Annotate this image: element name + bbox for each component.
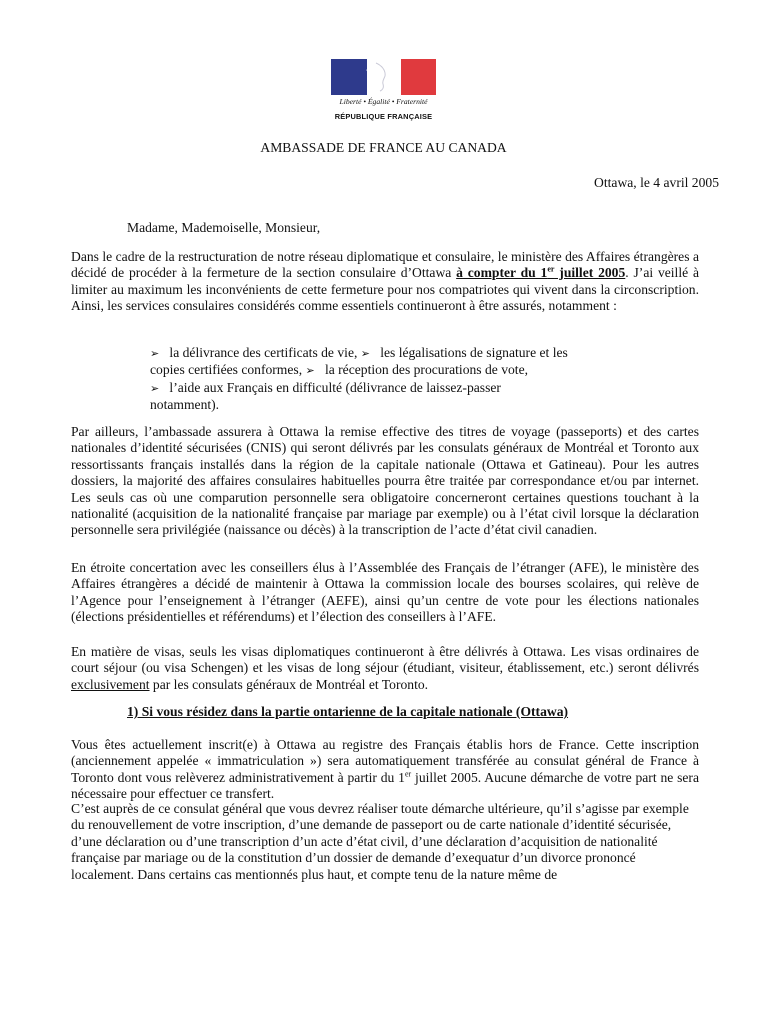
marianne-flag-icon [331,59,436,95]
paragraph-consulate: C’est auprès de ce consulat général que vous devrez réaliser toute démarche ultérieure, qu’il s’agisse par exemple du renouvellement de votre inscription, d’une demande de passeport ou de carte nationale d’identité sécurisée, d’une déclaration ou d’une transcription d’un acte d’état civil, d’une déclaration d’acquisition de nationalité française par mariage ou de la constitution d’un dossier de demande d’exequatur d’un divorce prononcé localement. Dans certains cas mentionnés plus haut, et compte tenu de la nature même de [71,801,689,882]
registration-sup: er [404,769,412,779]
arrow-bullet-icon: ➢ [305,364,315,378]
list-item-text: notamment). [150,397,220,413]
list-item-text: les légalisations de signature et les [380,345,568,360]
intro-text-before: Dans le cadre de la restructuration de notre réseau diplomatique et consulaire, le ministère des Affaires étrangères a décidé de procéder à la fermeture de la section consulaire d’Ottawa [71,249,699,281]
letter-heading: AMBASSADE DE FRANCE AU CANADA [260,140,507,155]
list-item-text: la délivrance des certificats de vie, [169,345,358,360]
letter-date: Ottawa, le 4 avril 2005 [594,175,719,190]
salutation: Madame, Mademoiselle, Monsieur, [127,220,321,235]
registration-text-after: juillet 2005. Aucune démarche de votre part ne sera nécessaire pour effectuer ce transfert. [71,769,699,802]
logo-motto: Liberté • Égalité • Fraternité [339,97,428,106]
intro-text-after: . J’ai veillé à limiter au maximum les inconvénients de cette fermeture pour nos compatriotes qui vivent dans la circonscription. Ainsi, les services consulaires considérés comme essentiels continueront à être assurés, notamment : [71,265,699,314]
list-item-text: l’aide aux Français en difficulté (délivrance de laissez-passer [169,379,501,395]
list-item [150,380,610,397]
list-item [150,362,610,379]
paragraph-passports: Par ailleurs, l’ambassade assurera à Ottawa la remise effective des titres de voyage (passeports) et des cartes nationales d’identité sécurisées (CNIS) qui seront délivrés par les consulats généraux de Montréal et Toronto aux ressortissants français installés dans la région de la capitale nationale (Ottawa et Gatineau). Pour les autres dossiers, la majorité des affaires consulaires habituelles pourra être traitée par correspondance et/ou par internet. Les seuls cas où une comparution personnelle sera obligatoire concerneront certaines questions touchant à la nationalité (acquisition de la nationalité française par mariage par exemple) ou à l’état civil lorsque la déclaration personnelle sera privilégiée (naissance ou décès) à la transcription de l’acte d’état civil canadien. [71,424,699,538]
republique-francaise-logo [331,59,436,125]
arrow-bullet-icon: ➢ [360,347,370,360]
list-item [150,345,610,362]
paragraph-visas [71,644,699,693]
services-list [150,345,610,414]
visas-text-before: En matière de visas, seuls les visas diplomatiques continueront à être délivrés à Ottawa. Les visas ordinaires de court séjour (ou visa Schengen) et les visas de long séjour (étudiant, visiteur, établissement, etc.) seront délivrés [71,644,699,676]
paragraph-afe: En étroite concertation avec les conseillers élus à l’Assemblée des Français de l’étranger (AFE), le ministère des Affaires étrangères a décidé de maintenir à Ottawa la commission locale des bourses scolaires, qui relève de l’Agence pour l’enseignement à l’étranger (AEFE), ainsi qu’un centre de vote pour les élections nationales (élections présidentielles et référendums) et l’élection des conseillers à l’AFE. [71,560,699,625]
closing-date-suffix: juillet 2005 [554,265,626,281]
intro-paragraph [71,249,699,315]
arrow-bullet-icon: ➢ [150,381,160,395]
section-title-ottawa: 1) Si vous résidez dans la partie ontarienne de la capitale nationale (Ottawa) [127,704,569,719]
visas-underlined: exclusivement [71,676,150,692]
paragraph-registration [71,737,699,803]
closing-date-prefix: à compter du 1 [456,265,548,281]
list-item-text: copies certifiées conformes, [150,362,303,378]
closing-date-sup: er [547,264,555,274]
list-item [150,397,610,413]
registration-text-before: Vous êtes actuellement inscrit(e) à Ottawa au registre des Français établis hors de France. Cette inscription (anciennement appelée « immatriculation ») sera automatiquement transférée au consulat général de France à Toronto dont vous relèverez administrativement à partir du 1 [71,737,699,785]
list-item-text: la réception des procurations de vote, [324,362,529,378]
visas-text-after: par les consulats généraux de Montréal et Toronto. [149,676,429,692]
closing-date-emphasis [456,265,625,280]
arrow-bullet-icon: ➢ [150,347,160,360]
logo-country-name: RÉPUBLIQUE FRANÇAISE [334,112,433,121]
